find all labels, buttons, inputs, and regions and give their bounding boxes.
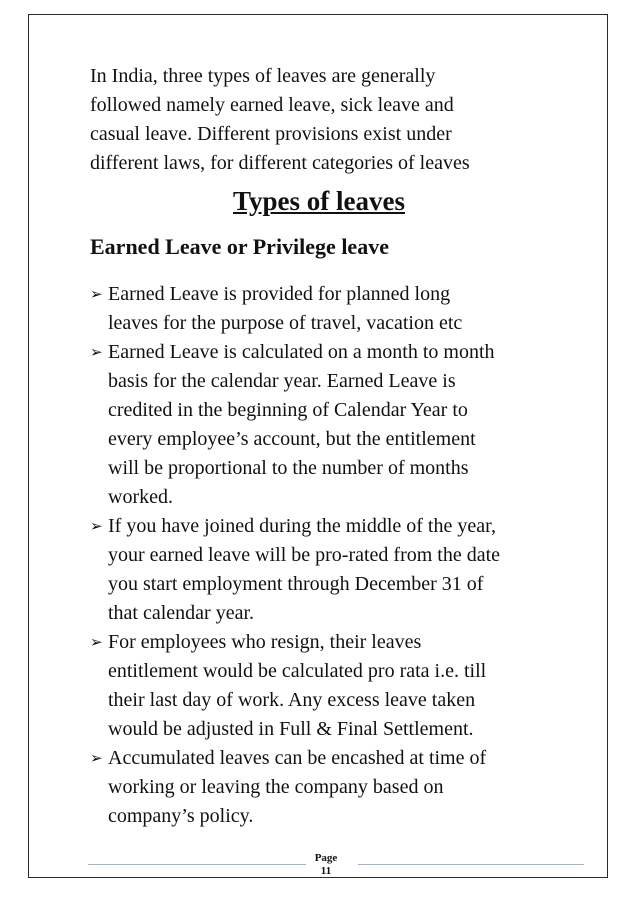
arrow-check-bullet-icon: ➢ (90, 749, 103, 767)
page-number (300, 852, 352, 878)
footer-divider-right (358, 864, 584, 865)
list-item-line: Accumulated leaves can be encashed at time of (108, 747, 487, 769)
list-item-line: every employee’s account, but the entitlement (108, 428, 476, 450)
footer-divider-left (88, 864, 306, 865)
list-item-line: will be proportional to the number of months (108, 457, 469, 479)
list-item (90, 744, 590, 831)
intro-line: different laws, for different categories of leaves (90, 152, 470, 174)
list-item-line: that calendar year. (108, 602, 255, 624)
arrow-check-bullet-icon: ➢ (90, 285, 103, 303)
intro-line: casual leave. Different provisions exist under (90, 123, 452, 145)
arrow-check-bullet-icon: ➢ (90, 343, 103, 361)
list-item-line: would be adjusted in Full & Final Settlement. (108, 718, 474, 740)
list-item-line: basis for the calendar year. Earned Leave is (108, 370, 456, 392)
intro-paragraph (90, 62, 560, 178)
subsection-heading: Earned Leave or Privilege leave (90, 234, 389, 259)
list-item-line: worked. (108, 486, 173, 508)
page-number-value: 11 (320, 865, 332, 877)
section-heading: Types of leaves (233, 186, 405, 216)
list-item-line: entitlement would be calculated pro rata i.e. till (108, 660, 487, 682)
list-item-line: your earned leave will be pro-rated from the date (108, 544, 501, 566)
intro-line: followed namely earned leave, sick leave and (90, 94, 454, 116)
list-item (90, 338, 590, 512)
list-item-line: credited in the beginning of Calendar Year to (108, 399, 468, 421)
arrow-check-bullet-icon: ➢ (90, 633, 103, 651)
list-item-line: their last day of work. Any excess leave taken (108, 689, 476, 711)
list-item-line: working or leaving the company based on (108, 776, 444, 798)
bullet-list (90, 280, 590, 831)
list-item-line: Earned Leave is provided for planned long (108, 283, 451, 305)
list-item-line: For employees who resign, their leaves (108, 631, 422, 653)
list-item-line: If you have joined during the middle of the year, (108, 515, 496, 537)
intro-line: In India, three types of leaves are generally (90, 65, 436, 87)
list-item-line: Earned Leave is calculated on a month to month (108, 341, 495, 363)
page-label: Page (314, 852, 338, 864)
list-item (90, 280, 590, 338)
list-item-line: leaves for the purpose of travel, vacation etc (108, 312, 463, 334)
list-item-line: company’s policy. (108, 805, 254, 827)
list-item-line: you start employment through December 31 of (108, 573, 484, 595)
list-item (90, 512, 590, 628)
list-item (90, 628, 590, 744)
arrow-check-bullet-icon: ➢ (90, 517, 103, 535)
